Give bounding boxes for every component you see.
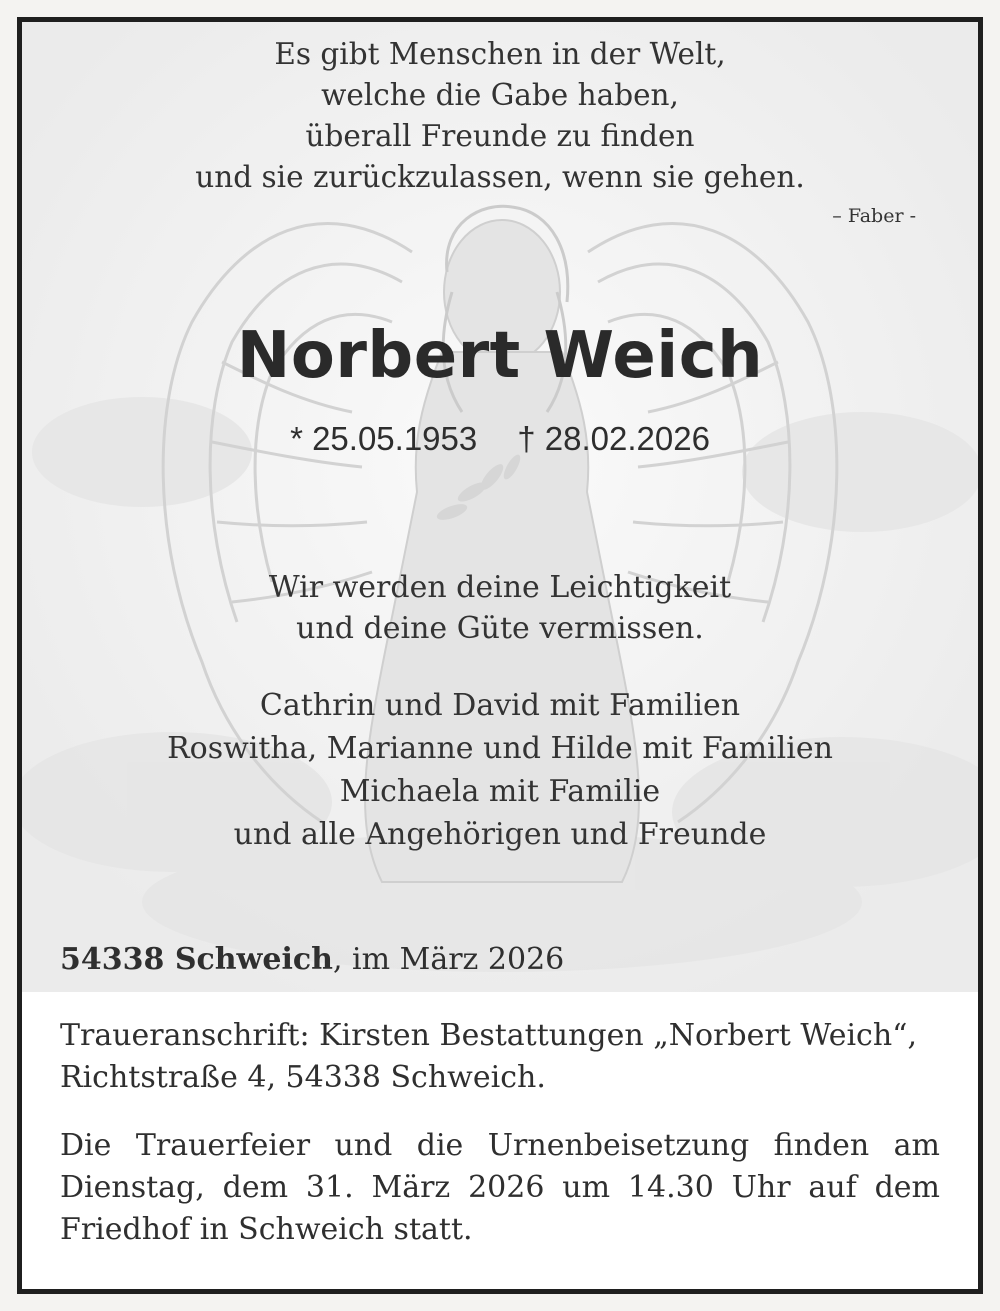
- birth-date: * 25.05.1953: [290, 420, 478, 457]
- deceased-name: Norbert Weich: [236, 319, 764, 393]
- place-month: , im März 2026: [332, 942, 565, 977]
- tribute-line: Wir werden deine Leichtigkeit: [268, 570, 732, 605]
- mourner-line: Michaela mit Familie: [339, 774, 661, 809]
- mourning-address: [60, 1015, 940, 1099]
- quote: [22, 34, 978, 198]
- quote-line: und sie zurückzulassen, wenn sie gehen.: [195, 160, 805, 194]
- death-date: † 28.02.2026: [517, 420, 710, 457]
- mourner-line: Roswitha, Marianne und Hilde mit Familien: [167, 731, 833, 766]
- quote-attribution: – Faber -: [832, 205, 916, 227]
- quote-line: überall Freunde zu finden: [305, 119, 695, 153]
- address-line: Traueranschrift: Kirsten Bestattungen „Norbert Weich“,: [60, 1018, 918, 1053]
- place-location: 54338 Schweich: [60, 942, 333, 977]
- tribute-line: und deine Güte vermissen.: [296, 611, 704, 646]
- mourners-list: [22, 684, 978, 856]
- obituary-frame: [17, 17, 983, 1294]
- address-line: Richtstraße 4, 54338 Schweich.: [60, 1060, 546, 1095]
- tribute-text: [22, 567, 978, 649]
- place-date: [60, 939, 564, 981]
- quote-line: welche die Gabe haben,: [321, 78, 679, 112]
- ceremony-notice: Die Trauerfeier und die Urnenbeisetzung finden am Dienstag, dem 31. März 2026 um 14.30 Uhr auf dem Friedhof in Schweich statt.: [60, 1128, 940, 1247]
- quote-line: Es gibt Menschen in der Welt,: [274, 37, 726, 71]
- mourner-line: und alle Angehörigen und Freunde: [233, 817, 767, 852]
- life-dates: [22, 417, 978, 461]
- mourner-line: Cathrin und David mit Familien: [259, 688, 741, 723]
